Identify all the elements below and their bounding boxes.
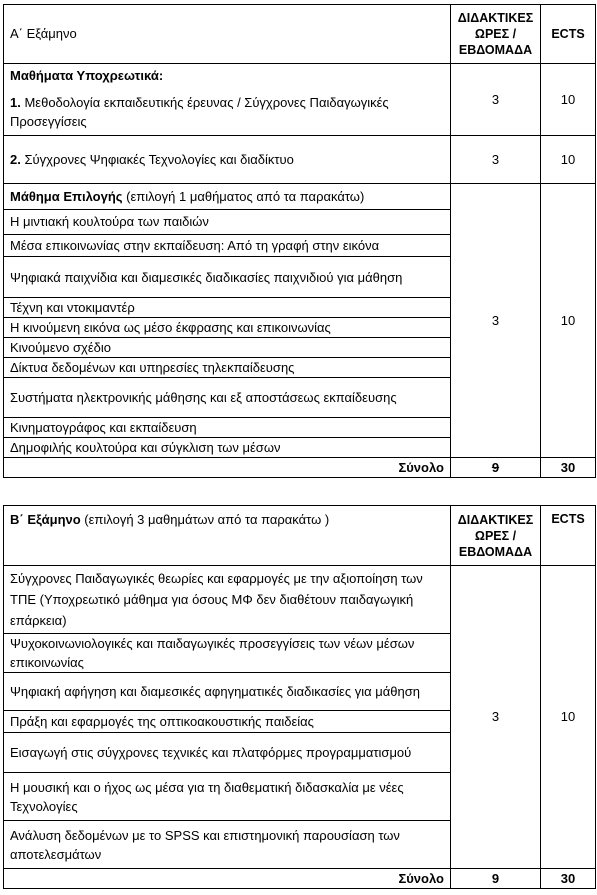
course-number: 2. xyxy=(10,151,21,167)
ects-header: ECTS xyxy=(541,5,596,64)
total-ects: 30 xyxy=(541,869,596,889)
hours-header xyxy=(451,506,541,566)
course: Ανάλυση δεδομένων με το SPSS και επιστημονική παρουσίαση των αποτελεσμάτων xyxy=(4,821,451,869)
required-course-2-hours: 3 xyxy=(451,136,541,184)
elective-note: (επιλογή 1 μαθήματος από τα παρακάτω) xyxy=(122,188,365,204)
required-course-1-hours: 3 xyxy=(451,64,541,136)
required-course-1-ects: 10 xyxy=(541,64,596,136)
elective-course: Η μιντιακή κουλτούρα των παιδιών xyxy=(4,210,451,235)
course-ects: 10 xyxy=(541,566,596,869)
elective-course: Κινηματογράφος και εκπαίδευση xyxy=(4,418,451,438)
course-hours: 3 xyxy=(451,566,541,869)
hours-header-line2: ΩΡΕΣ / xyxy=(474,528,517,543)
elective-hours: 3 xyxy=(451,184,541,458)
course-number: 1. xyxy=(10,95,21,110)
course: Σύγχρονες Παιδαγωγικές θεωρίες και εφαρμογές με την αξιοποίηση των ΤΠΕ (Υποχρεωτικό μάθημα για όσους ΜΦ δεν διαθέτουν παιδαγωγική επάρκεια) xyxy=(4,566,451,634)
semester-b-table xyxy=(3,505,596,889)
total-hours: 9 xyxy=(451,869,541,889)
required-label: Μαθήματα Υποχρεωτικά: xyxy=(10,68,164,83)
semester-a-table xyxy=(3,4,596,478)
elective-course: Δημοφιλής κουλτούρα και σύγκλιση των μέσων xyxy=(4,438,451,458)
elective-heading xyxy=(4,184,451,210)
elective-ects: 10 xyxy=(541,184,596,458)
hours-header xyxy=(451,5,541,64)
total-hours-value: 9 xyxy=(491,459,500,475)
course: Ψυχοκοινωνιολογικές και παιδαγωγικές προσεγγίσεις των νέων μέσων επικοινωνίας xyxy=(4,634,451,673)
course-name: Σύγχρονες Ψηφιακές Τεχνολογίες και διαδίκτυο xyxy=(24,151,294,167)
elective-course: Μέσα επικοινωνίας στην εκπαίδευση: Από τη γραφή στην εικόνα xyxy=(4,235,451,257)
required-course-2 xyxy=(4,136,451,184)
course-name: Μεθοδολογία εκπαιδευτικής έρευνας / Σύγχρονες Παιδαγωγικές Προσεγγίσεις xyxy=(10,95,389,129)
semester-b-title: Β΄ Εξάμηνο xyxy=(10,512,81,527)
course: Πράξη και εφαρμογές της οπτικοακουστικής παιδείας xyxy=(4,711,451,733)
required-course-1-cell xyxy=(4,64,451,136)
total-label: Σύνολο xyxy=(4,869,451,889)
course: Ψηφιακή αφήγηση και διαμεσικές αφηγηματικές διαδικασίες για μάθηση xyxy=(4,673,451,711)
hours-header-line1: ΔΙΔΑΚΤΙΚΕΣ xyxy=(457,11,534,25)
course: Εισαγωγή στις σύγχρονες τεχνικές και πλατφόρμες προγραμματισμού xyxy=(4,733,451,773)
elective-course: Κινούμενο σχέδιο xyxy=(4,338,451,358)
course: Η μουσική και ο ήχος ως μέσα για τη διαθεματική διδασκαλία με νέες Τεχνολογίες xyxy=(4,773,451,821)
elective-course: Δίκτυα δεδομένων και υπηρεσίες τηλεκπαίδευσης xyxy=(4,358,451,378)
hours-header-line3: ΕΒΔΟΜΑΔΑ xyxy=(458,43,533,57)
total-label: Σύνολο xyxy=(4,458,451,478)
hours-header-line1: ΔΙΔΑΚΤΙΚΕΣ xyxy=(457,512,534,527)
total-hours xyxy=(451,458,541,478)
elective-course: Ψηφιακά παιχνίδια και διαμεσικές διαδικασίες παιχνιδιού για μάθηση xyxy=(4,257,451,298)
hours-header-line2: ΩΡΕΣ / xyxy=(474,27,517,41)
ects-header: ECTS xyxy=(541,506,596,566)
elective-course: Συστήματα ηλεκτρονικής μάθησης και εξ αποστάσεως εκπαίδευσης xyxy=(4,378,451,418)
semester-a-title: Α΄ Εξάμηνο xyxy=(4,5,451,64)
total-ects: 30 xyxy=(541,458,596,478)
elective-label: Μάθημα Επιλογής xyxy=(10,188,123,204)
hours-header-line3: ΕΒΔΟΜΑΔΑ xyxy=(458,544,533,559)
elective-course: Τέχνη και ντοκιμαντέρ xyxy=(4,298,451,318)
required-course-2-ects: 10 xyxy=(541,136,596,184)
semester-b-heading xyxy=(4,506,451,566)
elective-course: Η κινούμενη εικόνα ως μέσο έκφρασης και επικοινωνίας xyxy=(4,318,451,338)
semester-b-note: (επιλογή 3 μαθημάτων από τα παρακάτω ) xyxy=(80,512,330,527)
required-course-1 xyxy=(10,93,444,131)
